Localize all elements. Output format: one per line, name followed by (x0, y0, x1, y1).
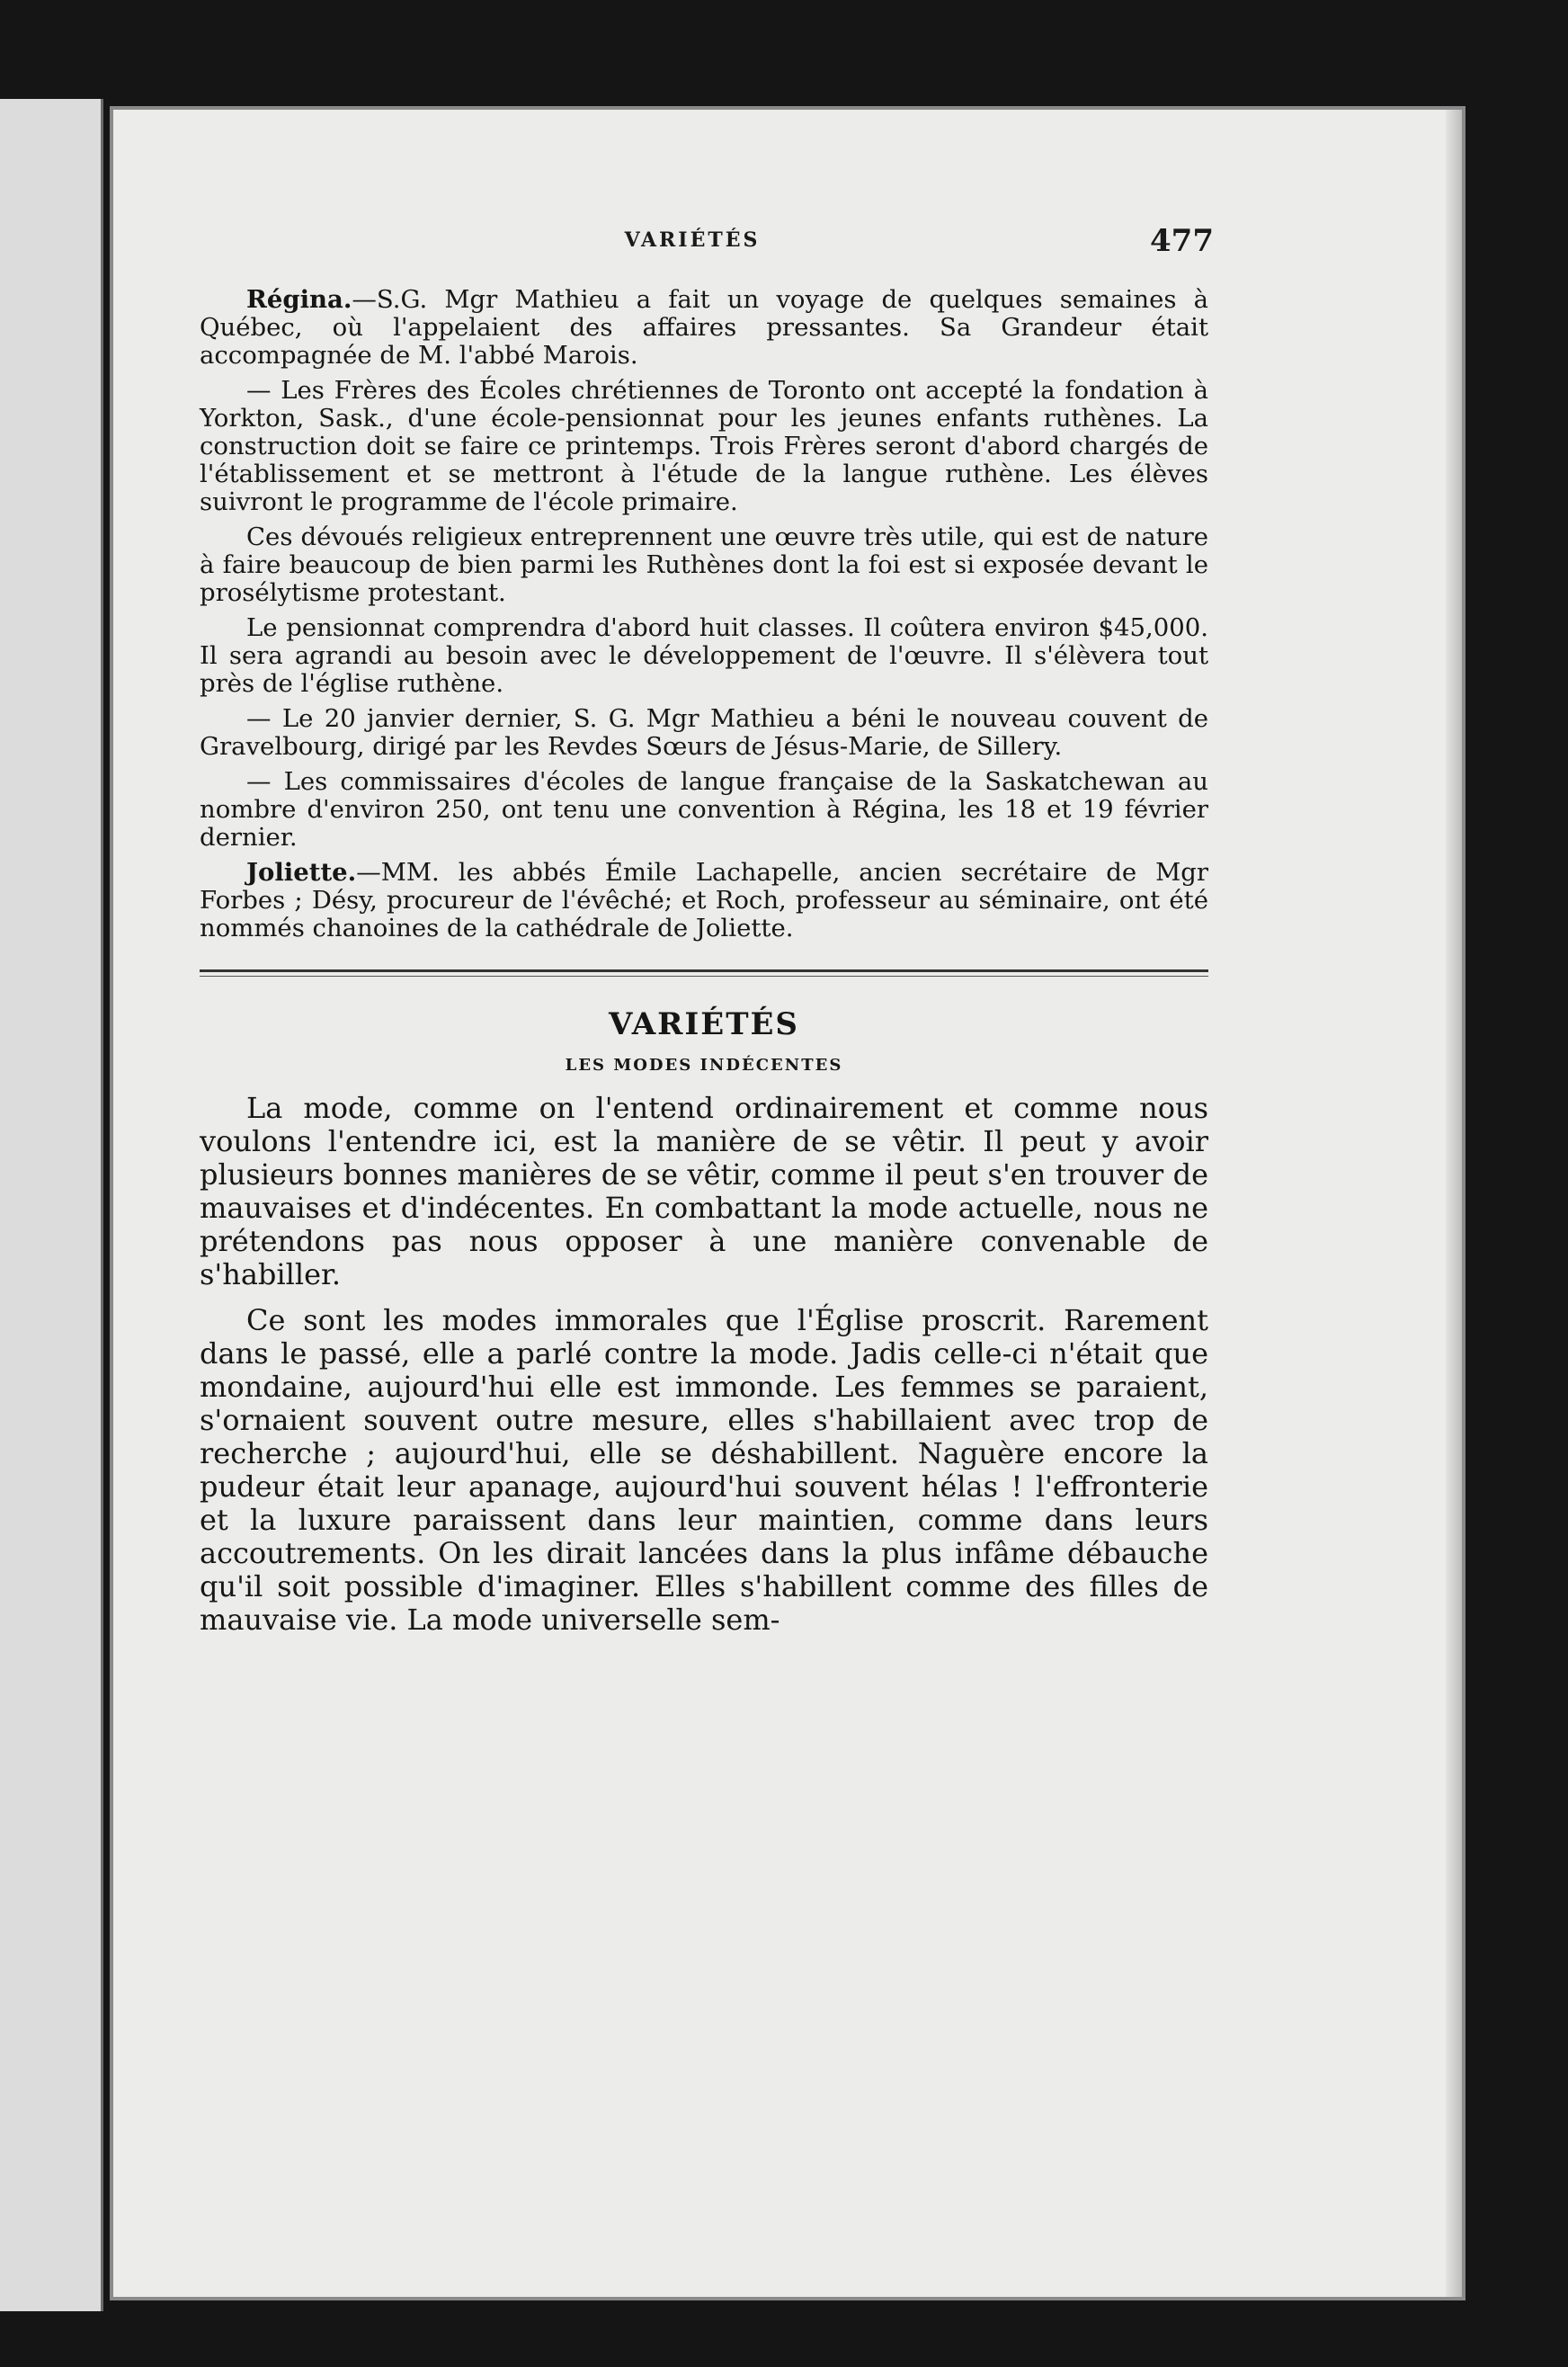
page-edge-shadow (1446, 110, 1462, 2297)
chronicle-paragraph (200, 768, 1208, 852)
paragraph-text: — Le 20 janvier dernier, S. G. Mgr Mathieu a béni le nouveau couvent de Gravelbourg, dirigé par les Revdes Sœurs de Jésus-Marie, de Sillery. (200, 704, 1208, 761)
running-head: VARIÉTÉS (624, 228, 761, 252)
facing-page-edge (0, 99, 103, 2311)
article-paragraph: La mode, comme on l'entend ordinairement et comme nous voulons l'entendre ici, est la manière de se vêtir. Il peut y avoir plusieurs bonnes manières de se vêtir, comme il peut s'en trouver de mauvaises et d'indécentes. En combattant la mode actuelle, nous ne prétendons pas nous opposer à une manière convenable de s'habiller. (200, 1091, 1208, 1291)
article-paragraph: Ce sont les modes immorales que l'Église proscrit. Rarement dans le passé, elle a parlé contre la mode. Jadis celle-ci n'était que mondaine, aujourd'hui elle est immonde. Les femmes se paraient, s'ornaient souvent outre mesure, elles s'habillaient avec trop de recherche ; aujourd'hui, elle se déshabillent. Naguère encore la pudeur était leur apanage, aujourd'hui souvent hélas ! l'effronterie et la luxure paraissent dans leur maintien, comme dans leurs accoutrements. On les dirait lancées dans la plus infâme débauche qu'il soit possible d'imaginer. Elles s'habillent comme des filles de mauvaise vie. La mode universelle sem- (200, 1303, 1208, 1637)
section-divider (200, 969, 1208, 977)
paragraph-text: — Les Frères des Écoles chrétiennes de Toronto ont accepté la fondation à Yorkton, Sask., d'une école-pensionnat pour les jeunes enfants ruthènes. La construction doit se faire ce printemps. Trois Frères seront d'abord chargés de l'établissement et se mettront à l'étude de la langue ruthène. Les élèves suivront le programme de l'école primaire. (200, 376, 1208, 516)
paragraph-text: —S.G. Mgr Mathieu a fait un voyage de quelques semaines à Québec, où l'appelaient des affaires pressantes. Sa Grandeur était accompagnée de M. l'abbé Marois. (200, 285, 1208, 370)
chronicle-paragraph (200, 859, 1208, 942)
chronicle-paragraph (200, 377, 1208, 516)
chronicle-paragraph (200, 523, 1208, 607)
page-header (198, 223, 1214, 268)
paragraph-lead: Joliette. (246, 858, 357, 887)
chronicle-paragraph (200, 705, 1208, 761)
page-number: 477 (1150, 223, 1214, 259)
paragraph-lead: Régina. (246, 285, 352, 314)
chronicle-section (200, 286, 1208, 942)
chronicle-paragraph (200, 614, 1208, 698)
page-content (200, 286, 1208, 1649)
paragraph-text: —MM. les abbés Émile Lachapelle, ancien secrétaire de Mgr Forbes ; Désy, procureur de l'évêché; et Roch, professeur au séminaire, ont été nommés chanoines de la cathédrale de Joliette. (200, 858, 1208, 942)
article-body (200, 1092, 1208, 1637)
section-title: VARIÉTÉS (609, 1006, 799, 1042)
section-subtitle: LES MODES INDÉCENTES (565, 1056, 843, 1075)
paragraph-text: — Les commissaires d'écoles de langue française de la Saskatchewan au nombre d'environ 250, ont tenu une convention à Régina, les 18 et 19 février dernier. (200, 767, 1208, 852)
paragraph-text: Le pensionnat comprendra d'abord huit classes. Il coûtera environ $45,000. Il sera agrandi au besoin avec le développement de l'œuvre. Il s'élèvera tout près de l'église ruthène. (200, 613, 1208, 698)
chronicle-paragraph (200, 286, 1208, 370)
paragraph-text: Ces dévoués religieux entreprennent une œuvre très utile, qui est de nature à faire beaucoup de bien parmi les Ruthènes dont la foi est si exposée devant le prosélytisme protestant. (200, 523, 1208, 607)
